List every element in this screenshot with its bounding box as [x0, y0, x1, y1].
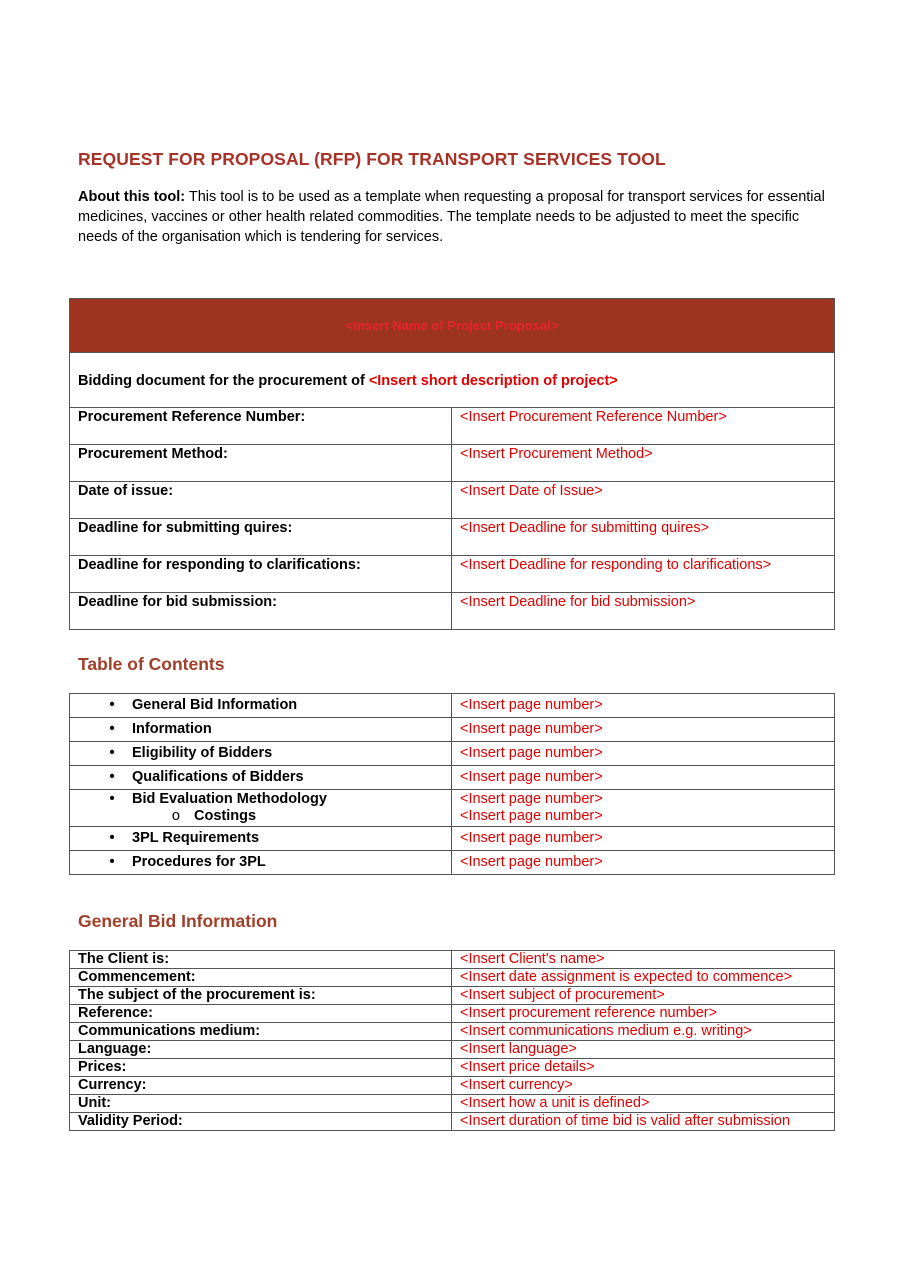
- project-name-placeholder: <Insert Name of Project Proposal>: [345, 317, 559, 333]
- bullet-icon: •: [109, 791, 115, 807]
- general-bid-value: <Insert currency>: [452, 1077, 835, 1095]
- toc-row: [70, 742, 835, 766]
- general-bid-value: <Insert Client's name>: [452, 951, 835, 969]
- project-row-value: <Insert Procurement Reference Number>: [452, 408, 835, 445]
- general-bid-row: [70, 969, 835, 987]
- project-row-label: Date of issue:: [70, 482, 452, 519]
- sub-bullet-icon: o: [171, 808, 180, 824]
- general-bid-row: [70, 1077, 835, 1095]
- general-bid-value: <Insert price details>: [452, 1059, 835, 1077]
- about-label: About this tool:: [78, 189, 186, 205]
- toc-page-number: <Insert page number>: [452, 766, 835, 790]
- toc-item-label: Eligibility of Bidders: [132, 745, 273, 761]
- project-row-label: Deadline for submitting quires:: [70, 519, 452, 556]
- bullet-icon: •: [109, 769, 115, 785]
- general-bid-row: [70, 1023, 835, 1041]
- general-bid-table: [69, 950, 835, 1131]
- project-banner-row: [70, 299, 835, 353]
- toc-row: [70, 790, 835, 827]
- toc-page-number: <Insert page number>: [452, 851, 835, 875]
- toc-heading: Table of Contents: [78, 654, 225, 674]
- project-row: [70, 482, 835, 519]
- toc-item-label: 3PL Requirements: [132, 830, 260, 846]
- general-bid-row: [70, 1113, 835, 1131]
- bullet-icon: •: [109, 721, 115, 737]
- toc-item: [70, 790, 452, 827]
- general-bid-row: [70, 1041, 835, 1059]
- bullet-icon: •: [109, 830, 115, 846]
- toc-row: [70, 694, 835, 718]
- toc-item-label: General Bid Information: [132, 697, 298, 713]
- project-row-value: <Insert Date of Issue>: [452, 482, 835, 519]
- project-row-value: <Insert Procurement Method>: [452, 445, 835, 482]
- general-bid-value: <Insert procurement reference number>: [452, 1005, 835, 1023]
- general-bid-label: Validity Period:: [70, 1113, 452, 1131]
- toc-item: [70, 827, 452, 851]
- project-banner: [70, 299, 835, 353]
- toc-item: [70, 766, 452, 790]
- general-bid-row: [70, 987, 835, 1005]
- toc-subitem-label: Costings: [194, 808, 257, 824]
- bullet-icon: •: [109, 854, 115, 870]
- project-row-label: Deadline for responding to clarifications:: [70, 556, 452, 593]
- general-bid-value: <Insert communications medium e.g. writing>: [452, 1023, 835, 1041]
- project-row-value: <Insert Deadline for responding to clarifications>: [452, 556, 835, 593]
- project-row: [70, 593, 835, 630]
- general-bid-label: Prices:: [70, 1059, 452, 1077]
- project-row-value: <Insert Deadline for submitting quires>: [452, 519, 835, 556]
- general-bid-label: The subject of the procurement is:: [70, 987, 452, 1005]
- toc-row: [70, 766, 835, 790]
- about-text: This tool is to be used as a template when requesting a proposal for transport services for essential medicines, vaccines or other health related commodities. The template needs to be adjusted to meet the specific needs of the organisation which is tendering for services.: [78, 189, 825, 245]
- general-bid-heading: General Bid Information: [78, 911, 278, 931]
- toc-page-number: <Insert page number>: [452, 742, 835, 766]
- toc-item: [70, 718, 452, 742]
- toc-page-number: <Insert page number>: [452, 827, 835, 851]
- project-table: [69, 298, 835, 630]
- general-bid-label: The Client is:: [70, 951, 452, 969]
- project-description-row: [70, 353, 835, 408]
- toc-page-number-sub: <Insert page number>: [460, 808, 603, 824]
- general-bid-label: Language:: [70, 1041, 452, 1059]
- project-row-label: Deadline for bid submission:: [70, 593, 452, 630]
- general-bid-row: [70, 1005, 835, 1023]
- toc-page-number: [452, 790, 835, 827]
- general-bid-value: <Insert subject of procurement>: [452, 987, 835, 1005]
- general-bid-label: Unit:: [70, 1095, 452, 1113]
- toc-item: [70, 851, 452, 875]
- general-bid-row: [70, 1095, 835, 1113]
- project-description-label: Bidding document for the procurement of: [78, 373, 369, 389]
- general-bid-label: Communications medium:: [70, 1023, 452, 1041]
- project-row: [70, 556, 835, 593]
- general-bid-row: [70, 951, 835, 969]
- toc-item-label: Bid Evaluation Methodology: [132, 791, 327, 807]
- toc-item-label: Qualifications of Bidders: [132, 769, 304, 785]
- general-bid-row: [70, 1059, 835, 1077]
- toc-page-number: <Insert page number>: [452, 718, 835, 742]
- general-bid-label: Reference:: [70, 1005, 452, 1023]
- general-bid-label: Currency:: [70, 1077, 452, 1095]
- toc-item-label: Procedures for 3PL: [132, 854, 266, 870]
- about-paragraph: [78, 187, 838, 247]
- toc-table: [69, 693, 835, 875]
- project-description-placeholder: <Insert short description of project>: [368, 373, 618, 389]
- project-row-value: <Insert Deadline for bid submission>: [452, 593, 835, 630]
- project-row: [70, 445, 835, 482]
- toc-row: [70, 851, 835, 875]
- general-bid-value: <Insert language>: [452, 1041, 835, 1059]
- general-bid-value: <Insert duration of time bid is valid after submission: [452, 1113, 835, 1131]
- toc-item: [70, 694, 452, 718]
- general-bid-label: Commencement:: [70, 969, 452, 987]
- bullet-icon: •: [109, 697, 115, 713]
- general-bid-value: <Insert date assignment is expected to commence>: [452, 969, 835, 987]
- project-row-label: Procurement Reference Number:: [70, 408, 452, 445]
- project-row-label: Procurement Method:: [70, 445, 452, 482]
- toc-page-number-primary: <Insert page number>: [460, 791, 603, 807]
- document-title: REQUEST FOR PROPOSAL (RFP) FOR TRANSPORT SERVICES TOOL: [78, 149, 666, 169]
- bullet-icon: •: [109, 745, 115, 761]
- toc-row: [70, 718, 835, 742]
- project-row: [70, 408, 835, 445]
- toc-item-label: Information: [132, 721, 212, 737]
- toc-row: [70, 827, 835, 851]
- general-bid-value: <Insert how a unit is defined>: [452, 1095, 835, 1113]
- toc-page-number: <Insert page number>: [452, 694, 835, 718]
- project-row: [70, 519, 835, 556]
- project-description: [70, 353, 835, 408]
- toc-item: [70, 742, 452, 766]
